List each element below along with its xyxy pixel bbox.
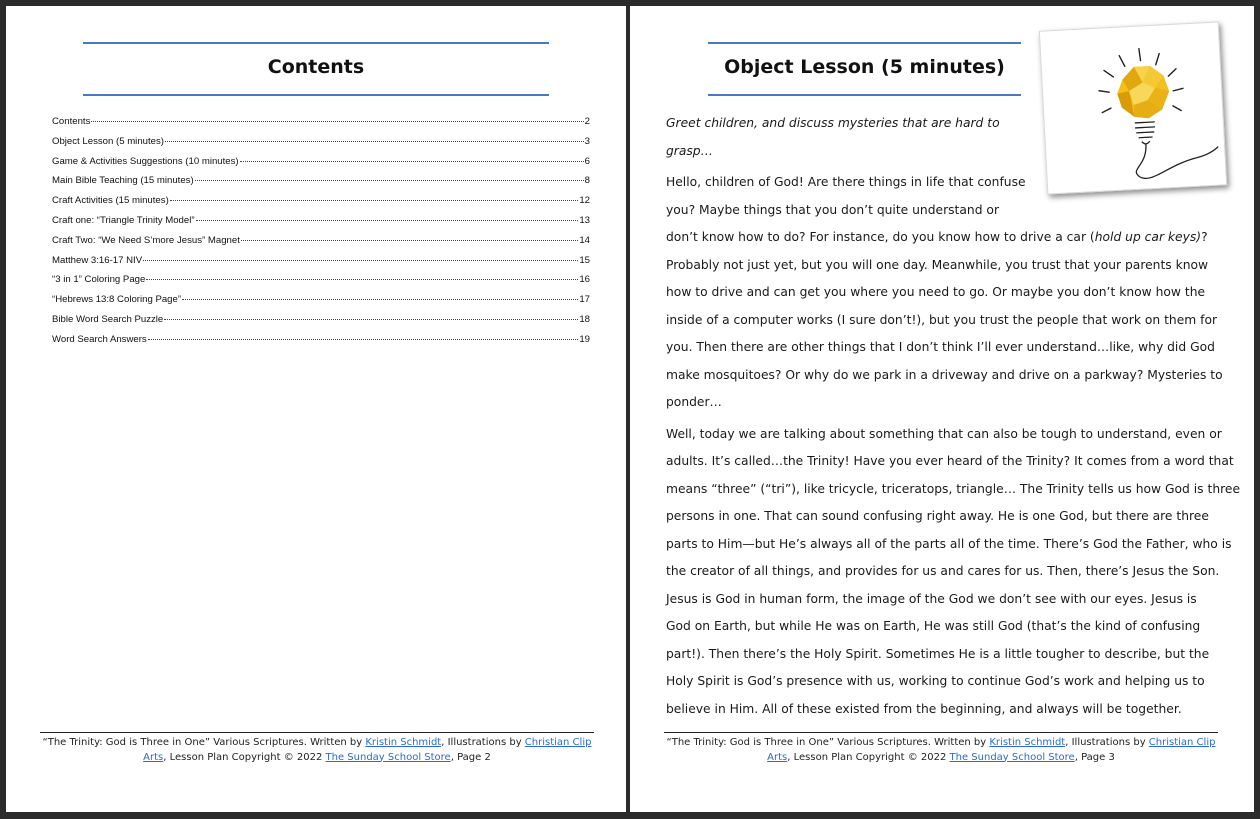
body-line-text: how to drive and can get you where you need to go. Or maybe you don’t know how the	[666, 285, 1206, 299]
footer-text: , Illustrations by	[441, 737, 525, 748]
toc-entry-page: 12	[579, 195, 590, 207]
lesson-body-text	[666, 110, 1240, 723]
body-line	[666, 389, 1240, 417]
toc-entry[interactable]	[52, 274, 590, 294]
toc-entry[interactable]	[52, 334, 590, 354]
body-line	[666, 696, 1240, 724]
toc-entry[interactable]	[52, 175, 590, 195]
table-of-contents	[52, 116, 590, 354]
toc-entry-page: 13	[579, 214, 590, 226]
toc-leader-dots	[196, 220, 579, 221]
toc-entry-page: 3	[584, 135, 590, 147]
toc-entry-title: Word Search Answers	[52, 333, 147, 345]
toc-entry-title: Craft one: “Triangle Trinity Model”	[52, 214, 195, 226]
body-line-text: adults. It’s called…the Trinity! Have you ever heard of the Trinity? It comes from a word that	[666, 454, 1234, 468]
body-line-text: means “three” (“tri”), like tricycle, triceratops, triangle… The Trinity tells us how God is three	[666, 481, 1241, 496]
toc-entry-title: Bible Word Search Puzzle	[52, 313, 164, 325]
body-line-text: Greet children, and discuss mysteries that are hard to	[666, 116, 1000, 130]
body-line	[666, 586, 1240, 614]
toc-entry[interactable]	[52, 235, 590, 255]
body-line	[666, 668, 1240, 696]
toc-entry-page: 2	[584, 116, 590, 127]
toc-entry[interactable]	[52, 156, 590, 176]
toc-entry[interactable]	[52, 215, 590, 235]
body-line-text: Jesus is God in human form, the image of the God we don’t see with our eyes. Jesus is	[666, 591, 1197, 606]
toc-entry-page: 14	[579, 234, 590, 246]
body-line	[666, 362, 1240, 390]
footer-text: , Lesson Plan Copyright © 2022	[787, 751, 950, 763]
page-footer	[40, 736, 594, 765]
body-line-text: Probably not just yet, but you will one day. Meanwhile, you trust that your parents know	[666, 257, 1209, 272]
toc-entry-page: 8	[584, 175, 590, 187]
toc-entry-page: 16	[579, 274, 590, 286]
toc-entry[interactable]	[52, 116, 590, 136]
footer-rule	[40, 732, 594, 733]
toc-entry[interactable]	[52, 294, 590, 314]
body-line	[666, 197, 1240, 225]
toc-entry[interactable]	[52, 314, 590, 334]
toc-entry-title: Matthew 3:16-17 NIV	[52, 254, 143, 266]
body-line-text: God on Earth, but while He was on Earth, He was still God (that’s the kind of confusing	[666, 619, 1201, 633]
body-line-text: believe in Him. All of these existed from the beginning, and always will be together.	[666, 701, 1182, 716]
footer-text: “The Trinity: God is Three in One” Various Scriptures. Written by	[42, 737, 366, 748]
body-line	[666, 613, 1240, 641]
toc-entry-page: 19	[579, 333, 590, 345]
toc-entry-title: Craft Two: “We Need S’more Jesus” Magnet	[52, 234, 240, 246]
toc-entry-title: Contents	[52, 116, 91, 127]
body-line-text: you? Maybe things that you don’t quite understand or	[666, 202, 1000, 217]
store-link[interactable]: The Sunday School Store	[325, 751, 451, 763]
toc-leader-dots	[240, 161, 584, 162]
body-line	[666, 641, 1240, 669]
illustrator-link[interactable]: Christian Clip	[1148, 737, 1216, 748]
toc-leader-dots	[182, 299, 578, 300]
footer-page-number: , Page 2	[450, 751, 491, 763]
body-line	[666, 224, 1240, 252]
body-line	[666, 334, 1240, 362]
body-line	[666, 279, 1240, 307]
page-right	[630, 6, 1254, 812]
page-footer	[664, 736, 1218, 765]
heading-rule-top	[708, 42, 1021, 44]
body-line-text: Hello, children of God! Are there things in life that confuse	[666, 175, 1026, 189]
body-line	[666, 110, 1240, 138]
body-line-text: don’t know how to do? For instance, do you know how to drive a car (	[666, 230, 1095, 244]
store-link[interactable]: The Sunday School Store	[949, 751, 1075, 763]
body-line	[666, 448, 1240, 476]
heading-rule-top	[83, 42, 549, 44]
body-line	[666, 252, 1240, 280]
footer-text: “The Trinity: God is Three in One” Various Scriptures. Written by	[666, 737, 990, 748]
body-line-text: ponder…	[666, 395, 722, 409]
toc-entry-title: Craft Activities (15 minutes)	[52, 195, 169, 207]
toc-entry[interactable]	[52, 136, 590, 156]
toc-leader-dots	[148, 339, 579, 340]
body-line	[666, 558, 1240, 586]
body-line-text: part!). Then there’s the Holy Spirit. Sometimes He is a little tougher to describe, but the	[666, 646, 1210, 661]
toc-entry[interactable]	[52, 255, 590, 275]
body-line-text: make mosquitoes? Or why do we park in a driveway and drive on a parkway? Mysteries to	[666, 367, 1223, 382]
toc-entry-title: “3 in 1” Coloring Page	[52, 274, 146, 286]
toc-entry-title: Game & Activities Suggestions (10 minutes)	[52, 155, 239, 167]
illustrator-link-cont[interactable]: Arts	[143, 751, 164, 763]
body-line	[666, 169, 1240, 197]
body-line-text: persons in one. That can sound confusing right away. He is one God, but there are three	[666, 509, 1209, 523]
body-line-text: parts to Him—but He’s always all of the parts all of the time. There’s God the Father, who is	[666, 536, 1232, 551]
toc-leader-dots	[170, 200, 579, 201]
toc-leader-dots	[165, 141, 584, 142]
toc-leader-dots	[164, 319, 578, 320]
body-line-text: inside of a computer works (I sure don’t!), but you trust the people that work on them for	[666, 312, 1218, 327]
page-left	[6, 6, 626, 812]
body-line-italic: hold up car keys)	[1094, 230, 1202, 244]
toc-entry-title: Object Lesson (5 minutes)	[52, 135, 164, 147]
body-line	[666, 138, 1240, 166]
body-line-text: grasp…	[666, 143, 713, 158]
toc-entry-page: 17	[579, 294, 590, 306]
toc-entry-title: “Hebrews 13:8 Coloring Page”	[52, 294, 182, 306]
body-line	[666, 421, 1240, 449]
body-line	[666, 503, 1240, 531]
body-line-text: Holy Spirit is God’s presence with us, working to continue God’s work and helping us to	[666, 674, 1205, 688]
heading-rule-bottom	[708, 94, 1021, 96]
author-link[interactable]: Kristin Schmidt	[989, 737, 1066, 748]
illustrator-link[interactable]: Christian Clip	[524, 737, 592, 748]
page-heading: Object Lesson (5 minutes)	[724, 56, 1005, 78]
body-line-text: ?	[1201, 230, 1208, 244]
footer-rule	[664, 732, 1218, 733]
toc-entry-page: 18	[579, 313, 590, 325]
body-line-text: you. Then there are other things that I don’t think I’ll ever understand…like, why did God	[666, 340, 1215, 354]
author-link[interactable]: Kristin Schmidt	[365, 737, 442, 748]
footer-page-number: , Page 3	[1074, 751, 1115, 763]
illustrator-link-cont[interactable]: Arts	[767, 751, 788, 763]
toc-entry-page: 15	[579, 254, 590, 266]
body-line	[666, 307, 1240, 335]
toc-leader-dots	[195, 180, 584, 181]
page-heading: Contents	[267, 56, 365, 78]
body-line	[666, 531, 1240, 559]
toc-entry-title: Main Bible Teaching (15 minutes)	[52, 175, 194, 187]
body-line	[666, 476, 1240, 504]
toc-entry[interactable]	[52, 195, 590, 215]
footer-text: , Illustrations by	[1065, 737, 1149, 748]
body-line-text: the creator of all things, and provides for us and cares for us. Then, there’s Jesus the Son.	[666, 564, 1220, 578]
body-line-text: Well, today we are talking about something that can also be tough to understand, even or	[666, 426, 1222, 441]
footer-text: , Lesson Plan Copyright © 2022	[163, 751, 326, 763]
toc-leader-dots	[91, 121, 583, 122]
toc-leader-dots	[241, 240, 578, 241]
toc-leader-dots	[143, 260, 578, 261]
toc-entry-page: 6	[584, 155, 590, 167]
toc-leader-dots	[146, 279, 578, 280]
heading-rule-bottom	[83, 94, 549, 96]
